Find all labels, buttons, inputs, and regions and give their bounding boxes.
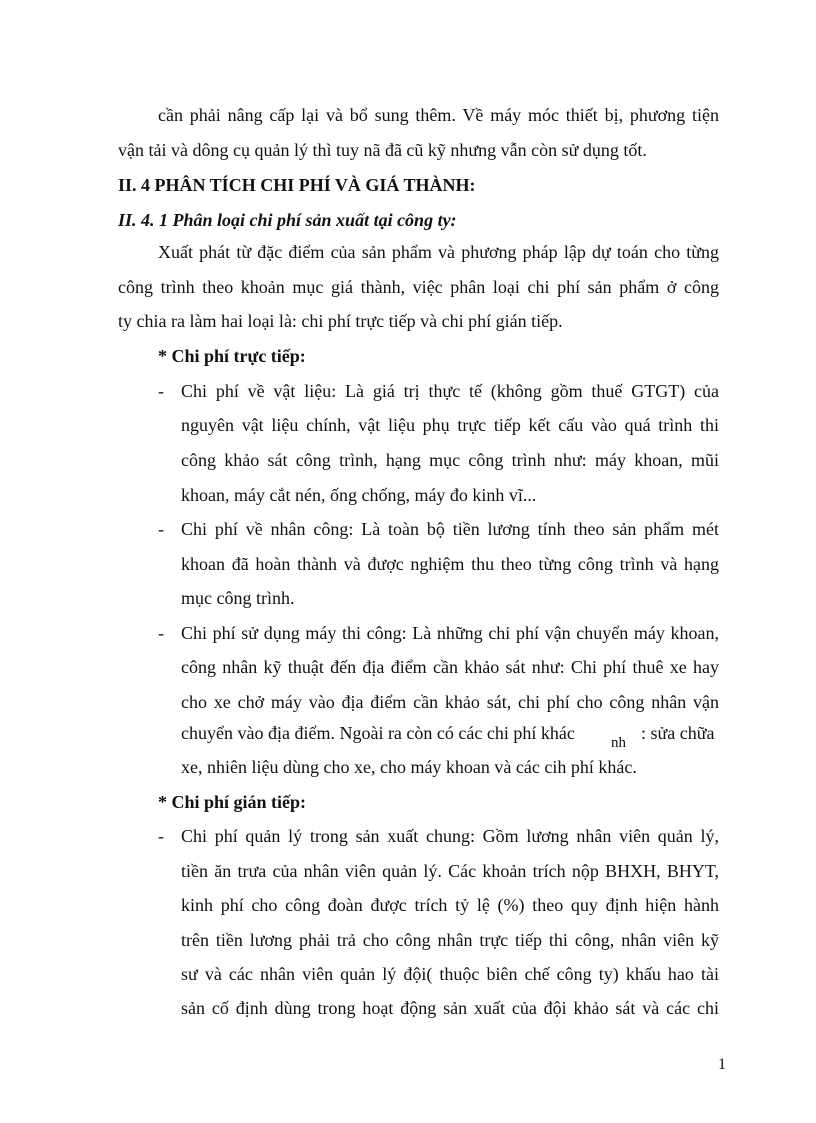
direct-item-1-line-4: khoan, máy cắt nén, ống chống, máy đo kinh vĩ... (181, 485, 537, 505)
direct-item-3-line-2: công nhân kỹ thuật đến địa điểm cần khảo sát như: Chi phí thuê xe hay (181, 657, 719, 677)
intro-line-1: cần phải nâng cấp lại và bổ sung thêm. Về máy móc thiết bị, phương tiện (158, 105, 719, 125)
paragraph-line-2: công trình theo khoản mục giá thành, việc phân loại chi phí sản phẩm ở công (118, 277, 719, 297)
direct-item-2-line-3: mục công trình. (181, 588, 295, 608)
indirect-item-1-line-5: sư và các nhân viên quản lý đội( thuộc biên chế công ty) khấu hao tài (181, 964, 719, 984)
direct-item-1-line-3: công khảo sát công trình, hạng mục công trình như: máy khoan, mũi (181, 450, 719, 470)
indirect-item-1-line-6: sản cố định dùng trong hoạt động sản xuất của đội khảo sát và các chi (181, 998, 719, 1018)
bullet-dash: - (158, 519, 164, 539)
direct-costs-heading: * Chi phí trực tiếp: (158, 346, 306, 366)
direct-item-3-line-1: Chi phí sử dụng máy thi công: Là những chi phí vận chuyển máy khoan, (181, 623, 719, 643)
direct-item-3-line-4-subscript: nh (611, 735, 626, 751)
bullet-dash: - (158, 826, 164, 846)
page-number: 1 (718, 1056, 726, 1073)
bullet-dash: - (158, 381, 164, 401)
direct-item-1-line-1: Chi phí về vật liệu: Là giá trị thực tế (không gồm thuế GTGT) của (181, 381, 719, 401)
direct-item-3-line-5: xe, nhiên liệu dùng cho xe, cho máy khoan và các cih phí khác. (181, 757, 637, 777)
intro-line-2: vận tải và dông cụ quản lý thì tuy nã đã cũ kỹ nhưng vẫn còn sử dụng tốt. (118, 140, 647, 160)
indirect-item-1-line-4: trên tiền lương phải trả cho công nhân trực tiếp thi công, nhân viên kỹ (181, 930, 719, 950)
direct-item-2-line-2: khoan đã hoàn thành và được nghiệm thu theo từng công trình và hạng (181, 554, 719, 574)
direct-item-3-line-4-start: chuyển vào địa điểm. Ngoài ra còn có các chi phí khác (181, 723, 575, 743)
direct-item-3-line-3: cho xe chở máy vào địa điểm cần khảo sát, chi phí cho công nhân vận (181, 692, 719, 712)
paragraph-line-3: ty chia ra làm hai loại là: chi phí trực tiếp và chi phí gián tiếp. (118, 311, 563, 331)
indirect-item-1-line-3: kinh phí cho công đoàn được trích tỷ lệ (%) theo quy định hiện hành (181, 895, 719, 915)
direct-item-2-line-1: Chi phí về nhân công: Là toàn bộ tiền lương tính theo sản phẩm mét (181, 519, 719, 539)
indirect-item-1-line-1: Chi phí quản lý trong sản xuất chung: Gồm lương nhân viên quản lý, (181, 826, 719, 846)
direct-item-3-line-4-end: : sửa chữa (641, 723, 715, 743)
indirect-costs-heading: * Chi phí gián tiếp: (158, 792, 307, 812)
subsection-heading: II. 4. 1 Phân loại chi phí sản xuất tại công ty: (118, 210, 457, 230)
direct-item-1-line-2: nguyên vật liệu chính, vật liệu phụ trực tiếp kết cấu vào quá trình thi (181, 415, 719, 435)
section-heading: II. 4 PHÂN TÍCH CHI PHÍ VÀ GIÁ THÀNH: (118, 175, 476, 195)
indirect-item-1-line-2: tiền ăn trưa của nhân viên quản lý. Các khoản trích nộp BHXH, BHYT, (181, 861, 719, 881)
bullet-dash: - (158, 623, 164, 643)
paragraph-line-1: Xuất phát từ đặc điểm của sản phẩm và phương pháp lập dự toán cho từng (158, 242, 719, 262)
